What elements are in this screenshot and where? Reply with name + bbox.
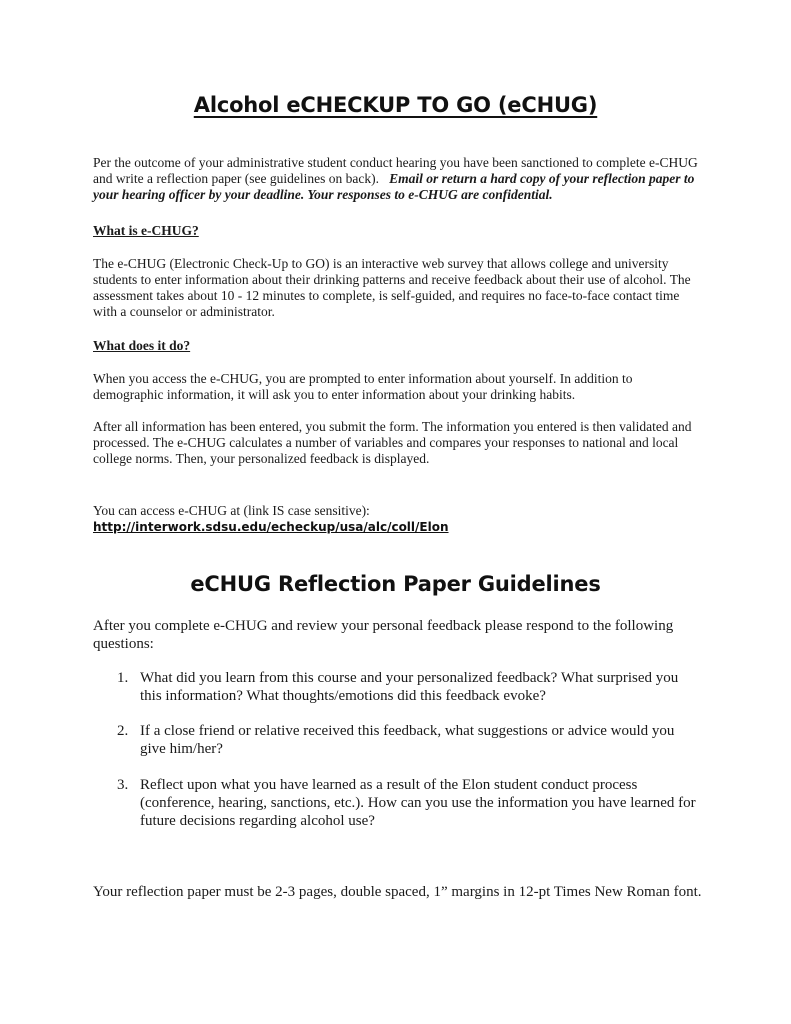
question-text: What did you learn from this course and your personalized feedback? What surprised you this information? What thoughts/emotions did this feedback evoke? (140, 670, 679, 704)
question-number: 3. (117, 777, 129, 793)
access-text: You can access e-CHUG at (link IS case sensitive): (93, 503, 370, 518)
question-text: Reflect upon what you have learned as a result of the Elon student conduct process (conference, hearing, sanctions, etc.). How can you use the information you have learned for future decisions regarding alcohol use? (140, 777, 696, 829)
what-is-paragraph: The e-CHUG (Electronic Check-Up to GO) is an interactive web survey that allows college and university students to enter information about their drinking patterns and receive feedback about their use of alcohol. The assessment takes about 10 - 12 minutes to complete, is self-guided, and requires no face-to-face contact time with a counselor or administrator. (93, 256, 691, 319)
question-text: If a close friend or relative received this feedback, what suggestions or advice would you give him/her? (140, 723, 675, 757)
guidelines-title: eCHUG Reflection Paper Guidelines (190, 572, 601, 596)
what-does-paragraph-1: When you access the e-CHUG, you are prompted to enter information about yourself. In addition to demographic information, it will ask you to enter information about your drinking habits. (93, 371, 633, 402)
intro-emphasis: Email or return a hard copy of your reflection paper to your hearing officer by your deadline. Your responses to e-CHUG are confidential. (93, 171, 695, 202)
intro-text: Per the outcome of your administrative student conduct hearing you have been sanctioned to complete e-CHUG and write a reflection paper (see guidelines on back). (93, 155, 698, 186)
what-does-heading: What does it do? (93, 338, 191, 353)
echug-link[interactable]: http://interwork.sdsu.edu/echeckup/usa/alc/coll/Elon (93, 520, 449, 534)
page-title: Alcohol eCHECKUP TO GO (eCHUG) (193, 93, 598, 117)
footer-note: Your reflection paper must be 2-3 pages, double spaced, 1” margins in 12-pt Times New Roman font. (93, 884, 702, 900)
what-is-heading: What is e-CHUG? (93, 223, 199, 238)
question-number: 1. (117, 670, 129, 686)
what-does-paragraph-2: After all information has been entered, you submit the form. The information you entered is then validated and processed. The e-CHUG calculates a number of variables and compares your responses to national and local college norms. Then, your personalized feedback is displayed. (93, 419, 692, 466)
intro-paragraph (93, 155, 699, 203)
question-number: 2. (117, 723, 129, 739)
guidelines-intro: After you complete e-CHUG and review your personal feedback please respond to the following questions: (93, 618, 674, 652)
